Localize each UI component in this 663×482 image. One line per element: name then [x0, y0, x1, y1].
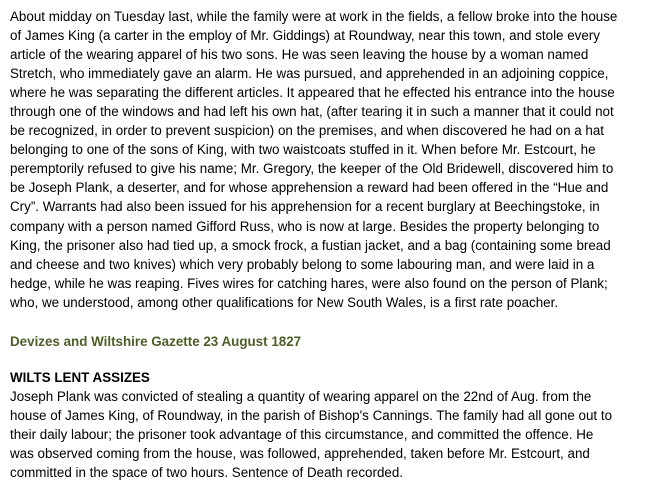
text-line: company with a person named Gifford Russ, who is now at large. Besides the property belonging to	[10, 218, 600, 234]
source-heading: Devizes and Wiltshire Gazette 23 August 1827	[10, 333, 302, 349]
text-line: King, the prisoner also had tied up, a smock frock, a fustian jacket, and a bag (containing some bread	[10, 237, 611, 253]
text-line: About midday on Tuesday last, while the family were at work in the fields, a fellow broke into the house	[10, 9, 618, 24]
text-line: Joseph Plank was convicted of stealing a quantity of wearing apparel on the 22nd of Aug. from the	[10, 388, 592, 404]
article-paragraph	[10, 7, 655, 312]
text-line: hedge, while he was reaping. Fives wires for catching hares, were also found on the person of Plank;	[10, 275, 608, 291]
text-line: be Joseph Plank, a deserter, and for whose apprehension a reward had been offered in the “Hue and	[10, 180, 609, 196]
text-line: was observed coming from the house, was followed, apprehended, taken before Mr. Estcourt, and	[10, 445, 590, 461]
assizes-paragraph	[10, 387, 655, 482]
text-line: through one of the windows and had left his own hat, (after tearing it in such a manner that it could not	[10, 104, 614, 120]
text-line: who, we understood, among other qualifications for New South Wales, is a first rate poacher.	[10, 294, 559, 310]
text-line: house of James King, of Roundway, in the parish of Bishop's Cannings. The family had all gone out to	[10, 407, 613, 423]
text-line: peremptorily refused to give his name; Mr. Gregory, the keeper of the Old Bridewell, discovered him to	[10, 161, 614, 177]
text-line: committed in the space of two hours. Sentence of Death recorded.	[10, 464, 404, 480]
text-line: their daily labour; the prisoner took advantage of this circumstance, and committed the offence. He	[10, 426, 594, 442]
text-line: be recognized, in order to prevent suspicion) on the premises, and when discovered he had on a hat	[10, 123, 605, 139]
text-line: Cry”. Warrants had also been issued for his apprehension for a recent burglary at Beechingstoke, in	[10, 199, 600, 215]
text-line: of James King (a carter in the employ of Mr. Giddings) at Roundway, near this town, and stole every	[10, 28, 600, 44]
text-line: belonging to one of the sons of King, with two waistcoats stuffed in it. When before Mr. Estcourt, he	[10, 142, 596, 158]
text-line: Stretch, who immediately gave an alarm. He was pursued, and apprehended in an adjoining coppice,	[10, 66, 609, 82]
text-line: where he was separating the different articles. It appeared that he effected his entrance into the house	[10, 85, 615, 101]
section-heading: WILTS LENT ASSIZES	[10, 369, 150, 385]
text-line: and cheese and two knives) which very probably belong to some labouring man, and were laid in a	[10, 256, 595, 272]
text-line: article of the wearing apparel of his two sons. He was seen leaving the house by a woman named	[10, 47, 589, 63]
